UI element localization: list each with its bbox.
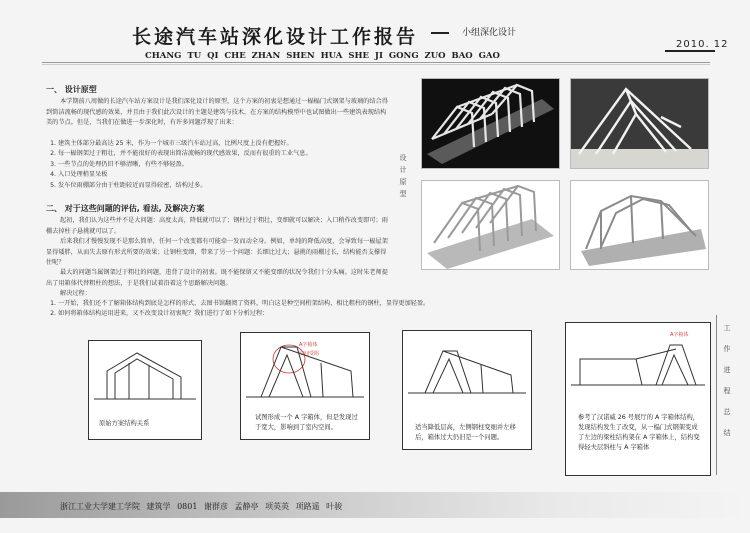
section2-p3: 最大的问题当属钢架过于粗壮的问题，违背了设计的初衷。既不能保留又不能变细的状况令我们十分头痛。这时朱老师提出了用箱体代替粗柱的想法，于是我们试着沿着这个思路解决问题。 xyxy=(46,269,388,287)
header-divider xyxy=(42,62,710,63)
side-label-char: 计 xyxy=(399,166,407,174)
list-item: 1. 建筑主体部分最高达 25 米，作为一个城市三级汽车站过高，比例尺度上没有把握好。 xyxy=(58,139,398,149)
process-side-divider xyxy=(716,315,717,475)
model-photo-1-illustration xyxy=(422,79,559,168)
diagram-1-sketch xyxy=(89,341,201,411)
annotation-a-box-4: A字箱体 xyxy=(670,332,689,338)
model-photo-2 xyxy=(570,78,709,169)
list-item: 2. 每一榀钢架过于粗壮，并不能很好的表现出简洁流畅的现代感效果，反而有很重的工业气息。 xyxy=(58,149,398,159)
design-prototype-side-label xyxy=(399,152,407,200)
section2-process-list xyxy=(48,299,678,320)
side-label-char: 原 xyxy=(399,178,407,186)
group-label: 小组深化设计 xyxy=(462,28,517,38)
section1-intro: 本学期前八周做的长途汽车站方案设计是我们深化设计的原型，这个方案的初衷是想通过一榀榀门式钢架与玻璃的结合得到简洁流畅的现代感的效果，并且由于我们此次设计的主题是建筑与技术，在方案的结构模型中也试图做出一些建筑表现结构美的节点。但是，当我们在做进一步深化时，有许多问题浮现了出来： xyxy=(46,98,388,126)
model-photo-3-illustration xyxy=(422,181,559,269)
footer-credits: 浙江工业大学建工学院 建筑学 0801 谢群彦 孟静亭 项英英 项路遥 叶骏 xyxy=(60,502,343,511)
model-photo-3 xyxy=(421,180,560,270)
section2-heading: 二、 对于这些问题的评估, 看法, 及解决方案 xyxy=(46,204,205,213)
diagram-1-caption: 原始方案结构关系 xyxy=(99,420,150,427)
list-item: 1. 一开始，我们还不了解箱体结构到底是怎样的形式，去图书馆翻阅了资料，明白这是种空间桁架结构，相比粗柱的钢柱，显得更加轻盈。 xyxy=(58,299,678,309)
report-subtitle: CHANG TU QI CHE ZHAN SHEN HUA SHE JI GONG ZUO BAO GAO xyxy=(145,51,500,61)
report-date: 2010. 12 xyxy=(676,39,729,50)
section2-p4: 解决过程： xyxy=(60,290,91,297)
list-item: 3. 一些节点的处理仍旧不够清晰，有些不够轻盈。 xyxy=(58,160,398,170)
process-diagram-4 xyxy=(565,322,711,476)
process-diagram-2 xyxy=(240,332,370,440)
side-label-char: 总 xyxy=(723,408,731,416)
diagram-3-sketch xyxy=(403,331,531,411)
model-photo-1 xyxy=(421,78,560,169)
list-item: 2. 如何将箱体结构运用进来，又不改变设计初衷呢？我们进行了如下分析过程： xyxy=(58,309,678,319)
list-item: 4. 入口处理稍显呆板 xyxy=(58,170,398,180)
annotation-a-box: A字箱体 xyxy=(299,342,318,348)
list-item: 5. 发车位雨棚部分由于柱距较近而显得较密，结构过多。 xyxy=(58,181,398,191)
side-label-char: 工 xyxy=(723,324,731,332)
section2-p1: 起初，我们认为这些并不是大问题：高度太高，降低就可以了；钢柱过于粗壮，变细就可以解决；入口稍作改变即可；雨棚去掉柱子悬挑就可以了。 xyxy=(46,217,388,235)
section1-issue-list xyxy=(48,139,398,191)
model-photo-4 xyxy=(570,180,709,270)
header-divider-thin xyxy=(42,64,710,65)
side-label-char: 进 xyxy=(723,366,731,374)
diagram-3-caption: 适当降低层高，左侧钢柱变细并左移后，箱体过大仍旧是一个问题。 xyxy=(415,424,516,441)
side-label-char: 作 xyxy=(723,345,731,353)
process-diagram-3 xyxy=(402,330,532,450)
model-photo-2-illustration xyxy=(571,79,708,168)
diagram-2-caption: 试图形成一个 A 字箱体，但是发现过于宽大，影响到了室内空间。 xyxy=(255,414,358,431)
section1-heading: 一、 设计原型 xyxy=(46,85,97,94)
annotation-space-blocked: 空间受阻 xyxy=(299,351,320,357)
process-diagram-1 xyxy=(88,340,202,440)
model-photo-4-illustration xyxy=(571,181,708,269)
date-underline xyxy=(665,50,715,52)
side-label-char: 程 xyxy=(723,387,731,395)
process-summary-side-label xyxy=(723,318,731,444)
side-label-char: 结 xyxy=(723,429,731,437)
section2-p2: 后来我们才慢慢发现不是那么简单，任何一个改变都有可能牵一发而动全身。例如，单纯的降低高度，会导致每一榀屋架显得矮胖，从而失去原有形式所要的效果；让钢柱变细，带来了另一个问题：长细比过大；悬挑的雨棚过长，结构能否支撑得住呢？ xyxy=(46,238,388,266)
report-title: 长途汽车站深化设计工作报告 xyxy=(132,26,419,48)
side-label-char: 设 xyxy=(399,154,407,162)
diagram-4-caption: 参考了汉诺威 26 号展厅的 A 字箱体结构，发现结构发生了改变，从一榀门式钢架变成了左边的梁柱结构架在 A 字箱体上，结构变得轻夫层斜柱与 A 字箱体 xyxy=(578,414,700,451)
title-dash xyxy=(431,32,449,34)
side-label-char: 型 xyxy=(399,190,407,198)
